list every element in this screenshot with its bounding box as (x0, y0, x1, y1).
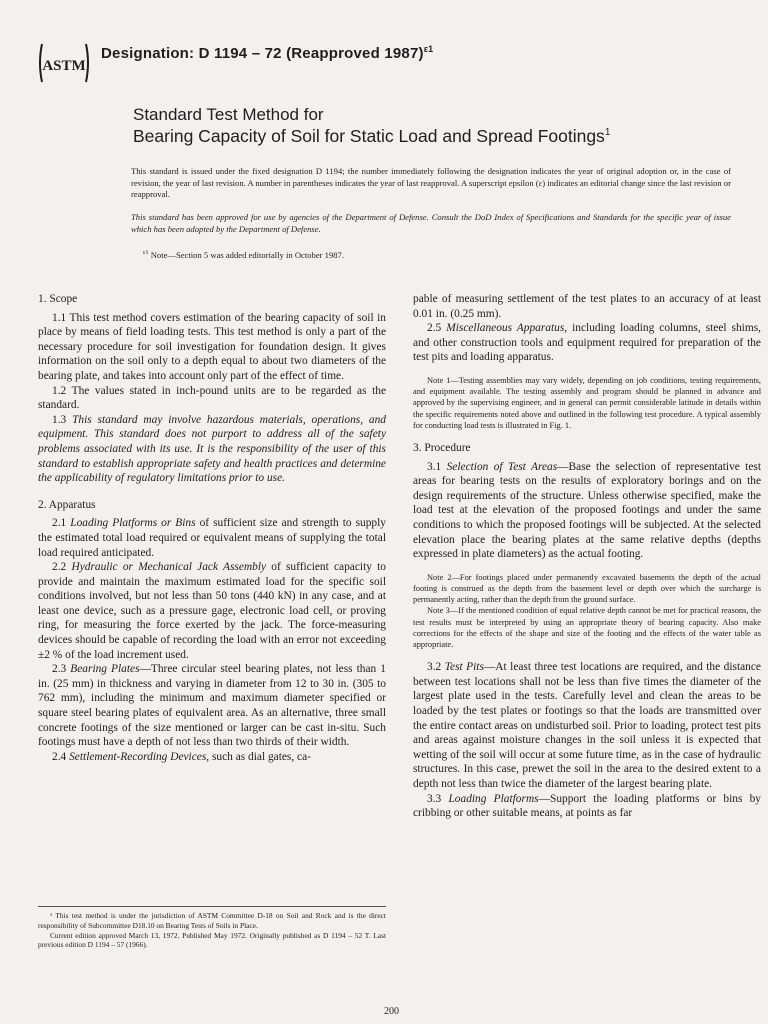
paragraph-number: 1.3 (52, 413, 67, 426)
paragraph-number: 3.2 (427, 661, 442, 674)
paragraph-number: 2.5 (427, 322, 442, 335)
paragraph-title: Settlement-Recording Devices (69, 750, 207, 763)
paragraph-title: Loading Platforms (448, 792, 539, 805)
title-line-2 (133, 126, 733, 147)
paragraph-title: Test Pits (444, 661, 484, 674)
svg-text:ASTM: ASTM (42, 58, 86, 74)
paragraph-text: , such as dial gates, ca- (206, 750, 311, 763)
paragraph-2-2 (38, 560, 386, 662)
paragraph-text: —At least three test locations are required, and the distance between test locations shall not be less than five times the diameter of the largest plate used in the tests. Carefully level and clean the areas to be loaded by the test plates or footings so that the loads are transmitted over the entire contact areas on undisturbed soil. Prior to loading, protect test pits and areas against moisture changes in the soil unless it is expected that wetting of the soil will occur at some future time, as in the case of hydraulic structures. In this case, prewet the soil in the area to the desired extent to a depth not less than twice the diameter of the largest bearing plate. (413, 661, 761, 790)
paragraph-title: Bearing Plates (70, 663, 140, 676)
title-text: Bearing Capacity of Soil for Static Load and Spread Footings (133, 126, 605, 146)
editorial-note-text: Note—Section 5 was added editorially in October 1987. (150, 250, 345, 260)
paragraph-title: Hydraulic or Mechanical Jack Assembly (71, 561, 267, 574)
paragraph-number: 2.1 (52, 517, 67, 530)
left-column (38, 292, 386, 764)
page-number: 200 (384, 1006, 399, 1017)
paragraph-number: 2.3 (52, 663, 67, 676)
issuance-statement: This standard is issued under the fixed designation D 1194; the number immediately following the designation indicates the year of original adoption or, in the case of revision, the year of last revision. A number in parentheses indicates the year of last reapproval. A superscript epsilon (ε) indicates an editorial change since the last revision or reapproval. (131, 166, 731, 200)
paragraph-2-3 (38, 662, 386, 750)
paragraph-title: Loading Platforms or Bins (70, 517, 196, 530)
safety-caveat: This standard may involve hazardous materials, operations, and equipment. This standard does not purport to address all of the safety problems associated with its use. It is the responsibility of the user of this standard to establish appropriate safety and health practices and determine the applicability of regulatory limitations prior to use. (38, 413, 386, 485)
paragraph-2-4-continued: pable of measuring settlement of the test plates to an accuracy of at least 0.01 in. (0.25 mm). (413, 293, 761, 320)
paragraph-title: Selection of Test Areas (446, 460, 558, 473)
paragraph-3-2 (413, 660, 761, 791)
paragraph-text: —Base the selection of representative test areas for bearing tests on the results of exploratory borings and on the design requirements of the structure. Unless otherwise specified, make the load test at the elevation of the proposed footings and under the same conditions to which the proposed footings will be subjected. At the selected elevation place the bearing plates at the same relative depths (depths expressed in plate diameters) as the actual footing. (413, 460, 762, 561)
editorial-note-mark: ε1 (143, 250, 149, 257)
paragraph-1-1: 1.1 This test method covers estimation of the bearing capacity of soil in place by means of field loading tests. This test method is only a part of the necessary procedure for soil investigation for foundation design. It gives information on the soil only to a depth equal to about two diameters of the bearing plate, and takes into account only part of the effect of time. (38, 311, 386, 382)
editorial-note (143, 250, 703, 260)
paragraph-number: 3.1 (427, 460, 442, 473)
footnote-edition: Current edition approved March 13, 1972. Published May 1972. Originally published as D 1194 – 52 T. Last previous edition D 1194 – 57 (1966). (38, 930, 386, 950)
astm-logo (36, 40, 92, 86)
paragraph-text: , including loading columns, steel shims, and other construction tools and equipment required for preparation of the test pits and loading apparatus. (413, 322, 761, 364)
note-3: Note 3—If the mentioned condition of equal relative depth cannot be met for practical reasons, the test results must be interpreted by using an appropriate theory of bearing capacity. Also make corrections for the effects of the shape and size of the footing and the effects of the water table as appropriate. (413, 606, 761, 649)
paragraph-1-3 (38, 413, 386, 486)
dod-approval-statement: This standard has been approved for use by agencies of the Department of Defense. Consult the DoD Index of Specifications and Standards for the specific year of issue which has been adopted by the Department of Defense. (131, 212, 731, 234)
paragraph-2-1 (38, 516, 386, 560)
designation (101, 44, 433, 62)
paragraph-number: 2.2 (52, 561, 67, 574)
designation-text: Designation: D 1194 – 72 (Reapproved 1987) (101, 45, 424, 62)
paragraph-number: 2.4 (52, 750, 67, 763)
title-footnote-mark: 1 (604, 127, 611, 139)
note-1: Note 1—Testing assemblies may vary widely, depending on job conditions, testing requirements, and equipment available. The testing assembly and program should be planned in advance and approved by the supervising engineer, and in general can permit considerable latitude in details within the specific requirements noted above and outlined in the following test procedure. A typical assembly for conducting load tests is illustrated in Fig. 1. (413, 375, 761, 430)
paragraph-2-5 (413, 321, 761, 365)
paragraph-1-2: 1.2 The values stated in inch-pound units are to be regarded as the standard. (38, 384, 386, 412)
paragraph-text: of sufficient size and strength to supply the estimated total load required or equivalent means of supplying the total load required anticipated. (38, 517, 386, 559)
paragraph-number: 3.3 (427, 792, 442, 805)
paragraph-text: —Three circular steel bearing plates, not less than 1 in. (25 mm) in thickness and varying in diameter from 12 to 30 in. (305 to 762 mm), including the minimum and maximum diameter specified or square steel bearing plates of equivalent area. As an alternative, three small concrete footings of the size mentioned or larger can be cast in-situ. Such footings must have a depth of not less than two thirds of their width. (38, 663, 386, 749)
designation-epsilon: ε1 (423, 44, 434, 54)
right-column (413, 292, 761, 821)
paragraph-3-1 (413, 460, 761, 562)
title-line-1: Standard Test Method for (133, 105, 324, 124)
section-heading-procedure: 3. Procedure (413, 441, 471, 454)
section-heading-apparatus: 2. Apparatus (38, 498, 96, 511)
paragraph-text: of sufficient capacity to provide and maintain the maximum estimated load for the specific soil conditions involved, but not less than 50 tons (440 kN) in any case, and at least one device, such as a pressure gage, electronic load cell, or proving ring, for measuring the force exerted by the jack. The force-measuring devices should be capable of recording the load with an error not exceeding ±2 % of the load increment used. (38, 561, 386, 661)
footnote-1: ¹ This test method is under the jurisdiction of ASTM Committee D-18 on Soil and Rock and is the direct responsibility of Subcommittee D18.10 on Bearing Tests of Soils in Place. (38, 911, 386, 930)
footnotes (38, 906, 386, 950)
section-heading-scope: 1. Scope (38, 293, 78, 305)
paragraph-3-3 (413, 792, 761, 821)
paragraph-2-4 (38, 750, 386, 765)
paragraph-title: Miscellaneous Apparatus (446, 322, 565, 335)
note-2: Note 2—For footings placed under permanently excavated basements the depth of the actual footing is construed as the depth from the basement level or depth over which the surcharge is permanently acting, rather than the depth from the ground surface. (413, 572, 761, 605)
paragraph-text: —Support the loading platforms or bins by cribbing or other suitable means, at points as far (413, 792, 761, 820)
